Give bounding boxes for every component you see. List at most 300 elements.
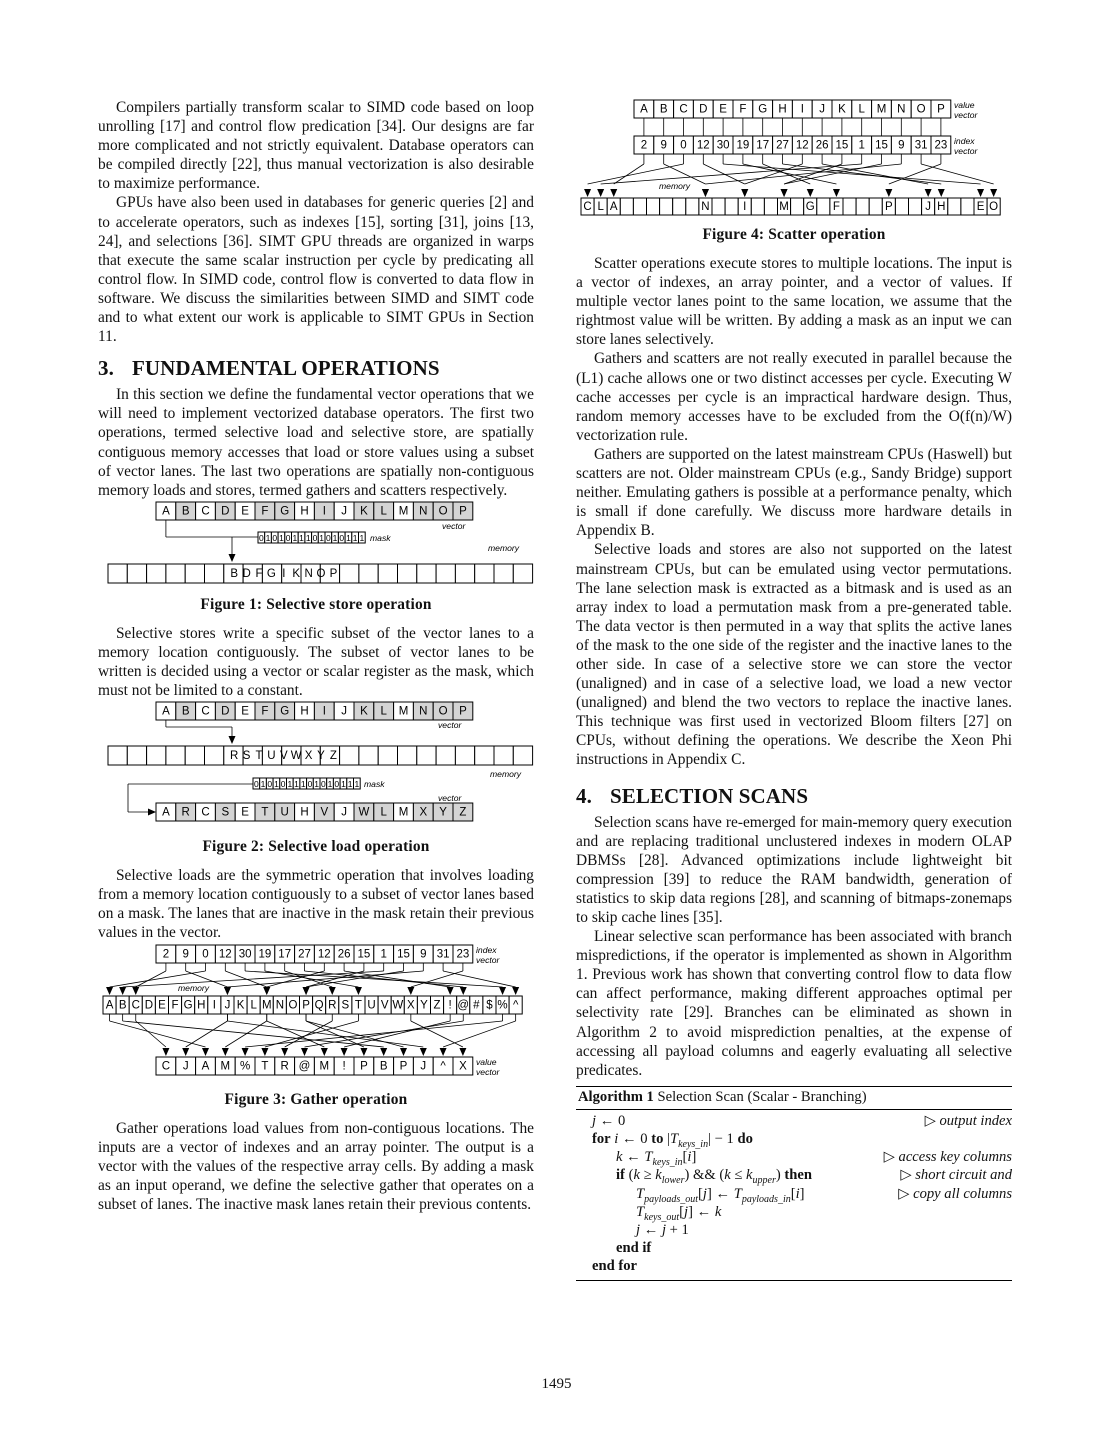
arrow-head [807,189,814,197]
arrow-head [407,987,414,995]
index-lane-label: 23 [456,948,470,961]
result-lane-label: R [181,806,190,819]
algorithm-box [576,1086,1012,1281]
memory-cell-cell [660,198,673,215]
mask-bit-label: 0 [320,779,326,790]
memory-cell [436,746,455,765]
memory-cell-cell [725,198,738,215]
memory-cell-label: S [341,999,350,1012]
memory-cell-label: % [497,999,508,1012]
arrow-head [990,189,997,197]
value-label: value [476,1056,497,1067]
vector-lane-label: I [322,705,326,718]
memory-cell-label: O [989,201,999,213]
arrow-head [512,987,519,995]
memory-cell [147,564,166,583]
mask-bit-label: 0 [267,779,273,790]
memory-cell-label: H [197,999,206,1012]
arrow-head [261,1048,268,1056]
right-column [576,98,1012,1281]
memory-cell [340,746,359,765]
value-lane-label: P [937,103,945,116]
result-lane-label: @ [298,1060,311,1073]
mask-bit-label: 1 [314,779,320,790]
left-column [98,98,534,1214]
connector-line [245,971,502,987]
memory-value: G [266,567,276,580]
result-lane-label: ^ [440,1060,446,1073]
vector-lane-label: E [241,705,249,718]
figure-selective-load [98,700,534,832]
memory-cell-label: F [171,999,179,1012]
result-lane-label: C [161,1060,171,1073]
algorithm-line: $T_{keys\_out}[j]$ ← k [636,1203,722,1223]
memory-cell-label: J [925,201,932,213]
arrow-head [925,189,932,197]
connector-line [344,1021,450,1047]
memory-cell-cell [961,198,974,215]
mask-bit-label: 0 [312,532,318,543]
paragraph: Gathers and scatters are not really executed in parallel because the (L1) cache allows one or two distinct accesses per cycle. Executing W cache accesses per cycle is an impractical hardware design. Thus, random memory accesses have to be excluded from the O(f(n)/W) vectorization rule. [576,350,1012,444]
memory-value: N [304,567,313,580]
memory-cell-label: A [609,201,618,213]
memory-cell-label: I [743,201,747,213]
algorithm-line [576,1257,1012,1275]
memory-cell-cell [620,198,633,215]
memory-cell [359,746,378,765]
algorithm-line: $T_{payloads\_out}[j]$ ← $T_{payloads\_in}[i]$ ▷ copy all columns [636,1185,1012,1205]
arrow-head [355,987,362,995]
index-lane-label: 9 [898,139,905,152]
value-lane-label: F [739,103,747,116]
memory-cell-cell [647,198,660,215]
arrow-head [301,1048,308,1056]
mask-bit-label: 0 [339,532,345,543]
memory-cell-label: Y [420,999,428,1012]
memory-cell-label: I [212,999,216,1012]
mask-bit-label: 1 [327,779,333,790]
arrow-head [321,1048,328,1056]
memory-cell [494,564,513,583]
mask-bit-label: 1 [274,779,279,790]
mask-bit-label: 1 [300,779,306,790]
index-lane-label: 26 [337,948,351,961]
memory-cell [398,746,417,765]
memory-cell-label: D [144,999,154,1012]
arrow-head [202,1048,209,1056]
memory-cell [417,564,436,583]
memory-cell [166,564,185,583]
memory-value: F [255,567,263,580]
vector-lane-label: I [322,505,326,518]
mask-bit-label: 1 [341,779,346,790]
value-lane-label: B [659,103,668,116]
algorithm-comment: ▷ short circuit and [900,1167,1012,1184]
figure-scatter [576,98,1012,220]
memory-cell-cell [751,198,764,215]
vector-lane-label: E [241,505,249,518]
mask-bit-label: 0 [285,532,291,543]
keyword: if [616,1167,625,1184]
figure-gather [98,943,534,1085]
memory-cell-label: N [701,201,710,213]
memory-cell-label: C [583,201,592,213]
memory-cell-label: H [937,201,946,213]
memory-value: P [329,567,338,580]
result-lane-label: B [379,1060,388,1073]
index-lane-label: 26 [815,139,829,152]
arrow-head [460,987,467,995]
algorithm-header [576,1087,1012,1110]
value-lane-label: H [778,103,787,116]
section-title: SELECTION SCANS [609,783,809,808]
vector-lane-label: D [221,705,230,718]
mask-bit-label: 1 [354,779,360,790]
vector-lane-label: H [300,505,309,518]
paragraph: Selective loads are the symmetric operation that involves loading from a memory location contiguously to a subset of vector lanes based on a mask. The lanes that are inactive in the mask retain their previous values in the vector. [98,867,534,942]
memory-cell-cell [856,198,869,215]
memory-cell-label: L [250,999,257,1012]
connector-line [443,1021,516,1047]
memory-cell-label: K [236,999,245,1012]
memory-value: R [230,750,239,763]
index-label: index [954,136,975,146]
algorithm-line: if $(k \ge k_{lower})$ && $(k \le k_{upper})$ then ▷ short circuit and [616,1167,1012,1187]
memory-cell-label: T [354,999,362,1012]
algorithm-comment: ▷ copy all columns [898,1185,1012,1202]
memory-cell-cell [869,198,882,215]
arrow-head [440,1048,447,1056]
memory-cell-label: M [261,999,272,1012]
vector-label: vector [476,1066,500,1077]
memory-cell-label: F [832,201,840,213]
algorithm-line: j ← j + 1 [636,1221,689,1238]
memory-cell [436,564,455,583]
result-lane-label: T [261,806,269,819]
vector-lane-label: M [398,505,409,518]
arrow-head [229,736,236,744]
memory-cell [475,564,494,583]
memory-label: memory [490,769,522,780]
vector-label: vector [954,110,978,120]
index-lane-label: 30 [238,948,252,961]
memory-cell [340,564,359,583]
vector-label: vector [438,720,462,731]
result-lane-label: M [319,1060,330,1073]
mask-bit-label: 1 [279,532,284,543]
mask-bit-label: 1 [287,779,293,790]
arrow-head [447,987,454,995]
memory-cell [398,564,417,583]
vector-lane-label: F [261,705,269,718]
mask-label: mask [370,532,391,543]
memory-value: V [279,750,288,763]
memory-cell-label: A [105,999,114,1012]
vector-lane-label: N [419,505,428,518]
value-lane-label: K [838,103,846,116]
memory-cell [378,564,397,583]
value-lane-label: M [876,103,887,116]
index-lane-label: 31 [914,139,928,152]
index-lane-label: 27 [776,139,789,152]
result-lane-label: % [239,1060,251,1073]
mask-bit-label: 0 [334,779,340,790]
value-lane-label: C [679,103,688,116]
memory-cell-cell [712,198,725,215]
result-lane-label: S [221,806,230,819]
index-label: index [476,944,497,955]
index-lane-label: 17 [756,139,770,152]
index-lane-label: 15 [835,139,849,152]
index-lane-label: 9 [182,948,189,961]
paragraph: Gathers are supported on the latest mainstream CPUs (Haswell) but scatters are not. Older mainstream CPUs (e.g., Sandy Bridge) support neither. Emulating gathers is possible at a performance penalty, which is small if done carefully. We discuss more hardware details in Appendix B. [576,445,1012,540]
vector-label: vector [442,520,466,531]
result-lane-label: M [398,806,409,819]
memory-cell [185,564,204,583]
memory-value: O [316,567,326,580]
result-lane-label: P [360,1060,368,1073]
arrow-head [229,554,236,562]
vector-lane-label: F [261,505,269,518]
vector-lane-label: M [398,705,409,718]
value-lane-label: D [699,103,708,116]
memory-cell-label: ! [448,999,452,1012]
section-title: FUNDAMENTAL OPERATIONS [131,356,440,381]
index-lane-label: 2 [640,139,648,152]
memory-cell [166,746,185,765]
arrow-head [224,987,231,995]
arrow-head [702,189,709,197]
memory-cell [513,746,532,765]
arrow-head [459,1048,466,1056]
memory-cell-cell [909,198,922,215]
mask-bit-label: 1 [260,779,266,790]
memory-cell-label: M [779,201,789,213]
memory-cell-cell [633,198,646,215]
memory-label: memory [178,982,210,993]
vector-lane-label: J [341,505,347,518]
vector-lane-label: J [341,705,347,718]
memory-cell [205,746,224,765]
memory-cell-label: P [302,999,310,1012]
figure-caption: Figure 2: Selective load operation [202,838,430,856]
mask-bit-label: 1 [305,532,311,543]
mask-bit-label: 1 [294,779,299,790]
vector-lane-label: K [360,705,368,718]
memory-cell [108,746,127,765]
index-lane-label: 31 [436,948,450,961]
paragraph: Selective stores write a specific subset of the vector lanes to a memory location contiguously. The subset of vector lanes to be written is decided using a vector or scalar register as the mask, which must not be limited to a constant. [98,624,534,700]
index-lane-label: 1 [380,948,387,961]
paragraph: Linear selective scan performance has been associated with branch mispredictions, if the operator is implemented as shown in Algorithm 1. Previous work has shown that converting control flow to data flow can affect performance, making different approaches optimal per selectivity rate [29]. Branches can be eliminated as shown in Algorithm 2 to avoid misprediction penalties, at the expense of accessing all payload columns and eagerly evaluating all selective predicates. [576,928,1012,1079]
vector-lane-label: D [221,505,230,518]
memory-cell-label: V [380,999,389,1012]
memory-cell [127,564,146,583]
arrow-head [977,189,984,197]
algorithm-label: Algorithm 1 [578,1088,654,1105]
algorithm-line: k ← $T_{keys\_in}[i]$ ▷ access key columns [616,1149,1012,1169]
memory-cell [359,564,378,583]
result-lane-label: Z [459,806,467,819]
memory-value: X [304,750,313,763]
keyword: do [737,1131,753,1148]
memory-cell-label: ^ [512,999,519,1012]
result-lane-label: E [241,806,249,819]
memory-label: memory [488,542,520,553]
vector-lane-label: O [438,705,448,718]
value-lane-label: J [819,103,825,116]
mask-bit-label: 1 [265,532,271,543]
memory-cell-label: E [976,201,985,213]
arrow-head [222,1048,229,1056]
paragraph: Selective loads and stores are also not supported on the latest mainstream CPUs, but can be emulated using vector permutations. The lane selection mask is extracted as a bitmask and is used as an array index to load a permutation mask from a pre-generated table. The data vector is then permuted in a way that splits the active lanes of the mask to the one side of the register and the inactive lanes to the other side. In case of a selective store we can store the vector (unaligned) and in case of a selective load, we load a new vector (unaligned) and blend the two vectors to replace the inactive lanes. This technique was first used in vectorized Bloom filters [27] on CPUs, without defining the operations. We describe the Xeon Phi instructions in Appendix C. [576,541,1012,769]
index-lane-label: 15 [875,139,888,152]
mask-bit-label: 0 [258,532,264,543]
index-lane-label: 2 [162,948,170,961]
vector-lane-label: P [459,705,467,718]
result-lane-label: P [399,1060,408,1073]
memory-cell-label: X [407,999,415,1012]
mask-bit-label: 0 [307,779,313,790]
index-lane-label: 12 [317,948,331,961]
value-lane-label: I [800,103,804,116]
memory-value: U [267,750,276,763]
memory-cell-label: G [183,999,193,1012]
value-lane-label: A [640,103,648,116]
memory-label: memory [659,181,691,191]
paragraph: GPUs have also been used in databases for generic queries [2] and to accelerate operators, such as indexes [15], sorting [31], joins [13, 24], and selections [36]. SIMT GPU threads are organized in warps that execute the same scalar instruction per cycle by predicating all control flow. In SIMD code, control flow is converted to data flow in software. We discuss the similarities between SIMD and SIMT code and to what extent our work is applicable to SIMT GPUs in Section 11. [98,194,534,346]
arrow-head [132,987,139,995]
mask-bit-label: 1 [359,532,365,543]
arrow-head [400,1048,407,1056]
memory-cell-label: N [275,999,285,1012]
section-heading [98,356,534,381]
memory-cell-label: O [288,999,298,1012]
memory-cell-label: J [224,999,231,1012]
memory-cell [127,746,146,765]
memory-cell [417,746,436,765]
connector-line [723,164,980,184]
mask-bit-label: 0 [280,779,286,790]
result-lane-label: M [220,1060,231,1073]
mask-bit-label: 0 [253,779,259,790]
index-lane-label: 9 [420,948,427,961]
result-lane-label: T [261,1060,269,1073]
index-lane-label: 0 [202,948,209,961]
arrow-head [281,1048,288,1056]
memory-cell-label: E [158,999,166,1012]
vector-lane-label: K [360,505,368,518]
memory-value: B [230,567,239,580]
result-lane-label: U [280,806,289,819]
value-lane-label: G [758,103,768,116]
mask-bit-label: 1 [292,532,298,543]
algorithm-comment: ▷ access key columns [883,1149,1012,1166]
mask-bit-label: 1 [299,532,304,543]
vector-lane-label: A [162,505,170,518]
result-lane-label: ! [342,1060,346,1073]
mask-bit-label: 1 [347,779,353,790]
result-lane-label: A [162,806,170,819]
vector-lane-label: L [380,705,387,718]
memory-cell [513,564,532,583]
memory-cell-label: W [392,999,404,1012]
mask-bit-label: 1 [346,532,351,543]
memory-cell-cell [791,198,804,215]
result-lane-label: L [380,806,387,819]
memory-cell-label: # [473,999,480,1012]
section-heading [576,784,1012,809]
index-lane-label: 17 [278,948,292,961]
paragraph: In this section we define the fundamental vector operations that we will need to implement vectorized database operators. The first two operations, termed selective load and selective store, are spatially contiguous memory accesses that load or store values using a subset of vector lanes. The last two operations are spatially non-contiguous memory loads and stores, termed gathers and scatters respectively. [98,386,534,499]
memory-value: Y [317,750,325,763]
algorithm-title: Selection Scan (Scalar - Branching) [657,1088,867,1105]
figure-caption: Figure 4: Scatter operation [702,226,886,243]
memory-cell-label: U [367,999,376,1012]
memory-value: D [242,567,251,580]
arrow-head [380,1048,387,1056]
index-lane-label: 15 [357,948,371,961]
memory-cell [494,746,513,765]
memory-cell-label: L [597,201,604,213]
memory-cell-cell [817,198,830,215]
keyword: for [592,1131,611,1148]
index-lane-label: 9 [660,139,667,152]
memory-cell-label: R [328,999,337,1012]
memory-cell-cell [686,198,699,215]
arrow-head [781,189,788,197]
result-lane-label: J [341,806,347,819]
result-lane-label: J [182,1060,189,1073]
memory-cell-label: P [885,201,893,213]
mask-bit-label: 0 [272,532,278,543]
page-number: 1495 [541,1376,572,1392]
value-lane-label: N [897,103,906,116]
arrow-head [329,987,336,995]
section-number: 3. [98,356,114,381]
memory-cell-label: B [118,999,127,1012]
memory-cell-label: @ [457,999,470,1012]
arrow-head [938,189,945,197]
mask-label: mask [364,779,385,790]
vector-lane-label: A [162,705,170,718]
vector-lane-label: P [459,505,467,518]
memory-cell-label: Q [314,999,324,1012]
algorithm-line: j ← 0 ▷ output index [592,1112,1012,1129]
vector-lane-label: O [438,505,448,518]
paragraph: Gather operations load values from non-contiguous locations. The inputs are a vector of indexes and an array pointer. The output is a vector with the values of the respective array cells. By adding a mask as an input operand, we define the selective gather that operates on a subset of lanes. The inactive mask lanes retain their previous contents. [98,1119,534,1213]
index-lane-label: 12 [795,139,809,152]
vector-lane-label: L [380,505,387,518]
result-lane-label: X [459,1060,467,1073]
memory-cell [475,746,494,765]
memory-cell [147,746,166,765]
result-lane-label: H [300,806,309,819]
arrow-head [182,1048,189,1056]
index-lane-label: 27 [298,948,311,961]
memory-value: T [255,750,263,763]
index-lane-label: 15 [397,948,410,961]
arrow-head [610,189,617,197]
result-lane-label: J [420,1060,427,1073]
algorithm-line [576,1239,1012,1257]
arrow-head [263,987,270,995]
vector-lane-label: G [280,705,290,718]
connector-line [411,1021,463,1047]
arrow-head [833,189,840,197]
memory-value: Z [329,750,337,763]
index-lane-label: 12 [696,139,710,152]
